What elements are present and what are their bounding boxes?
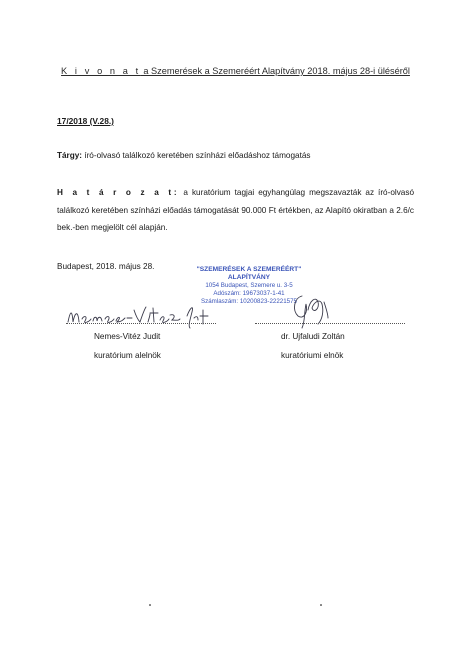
decision-paragraph	[57, 184, 414, 237]
right-signature-line	[255, 323, 405, 324]
right-signatory-name: dr. Ujfaludi Zoltán	[281, 332, 345, 341]
title-rest: a Szemerések a Szemeréért Alapítvány 2018. május 28-i üléséről	[140, 66, 410, 76]
stamp-line-name: "SZEMERÉSEK A SZEMERÉÉRT"	[196, 266, 302, 273]
subject-label: Tárgy:	[57, 151, 83, 160]
decision-label: H a t á r o z a t:	[57, 188, 180, 197]
left-signatory-name: Nemes-Vitéz Judit	[94, 332, 161, 341]
stamp-line-type: ALAPÍTVÁNY	[227, 274, 271, 281]
stamp-line-tax-number: Adószám: 19673037-1-41	[213, 290, 285, 297]
scan-speck	[149, 604, 151, 606]
decision-text: a kuratórium tagjai egyhangúlag megszavazták az író-olvasó találkozó keretében színházi előadás támogatását 90.000 Ft értékben, az Alapító okiratban a 2.6/c bek.-ben megjelölt cél alapján.	[57, 188, 414, 232]
scan-speck	[320, 604, 322, 606]
right-signatory-role: kuratóriumi elnök	[281, 351, 344, 360]
foundation-stamp	[174, 266, 324, 306]
document-title	[0, 66, 471, 76]
left-signatory-role: kuratórium alelnök	[94, 351, 161, 360]
stamp-line-address: 1054 Budapest, Szemere u. 3-5	[205, 282, 293, 289]
stamp-line-account-number: Számlaszám: 10200823-22221575	[201, 298, 297, 305]
resolution-reference: 17/2018 (V.28.)	[57, 116, 114, 126]
title-prefix: K i v o n a t	[61, 66, 141, 76]
subject-text: író-olvasó találkozó keretében színházi előadáshoz támogatás	[82, 151, 311, 160]
place-and-date: Budapest, 2018. május 28.	[57, 262, 155, 271]
left-signature-line	[66, 323, 216, 324]
subject-line	[57, 151, 311, 160]
